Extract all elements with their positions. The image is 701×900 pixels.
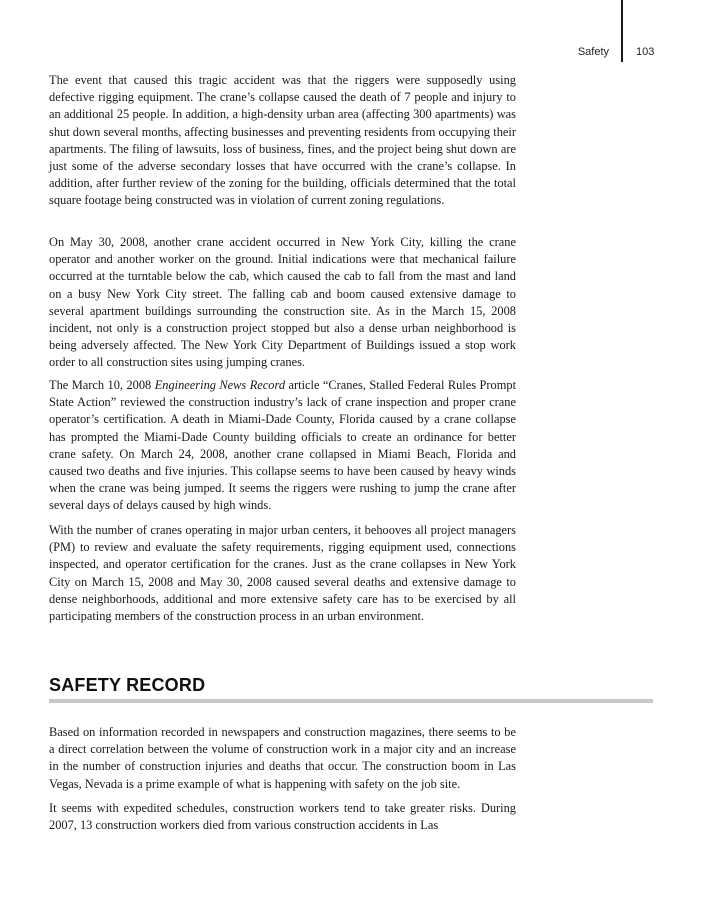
running-head: Safety	[577, 46, 609, 58]
paragraph-enr-intro: The March 10, 2008	[49, 378, 155, 392]
paragraph-safety-correlation: Based on information recorded in newspapers and construction magazines, there seems to be a direct correlation between the volume of construction work in a major city and an increase in the number of construction injuries and deaths that occur. The construction boom in Las Vegas, Nevada is a prime example of what is happening with safety on the job site.	[49, 725, 516, 791]
header-divider	[621, 0, 623, 62]
paragraph-expedited-schedules: It seems with expedited schedules, construction workers tend to take greater risks. During 2007, 13 construction workers died from various construction accidents in Las	[49, 801, 516, 833]
page-number: 103	[636, 46, 655, 58]
paragraph-enr-rest: article “Cranes, Stalled Federal Rules Prompt State Action” reviewed the construction industry’s lack of crane inspection and proper crane operator’s certification. A death in Miami-Dade County, Florida caused by a crane collapse has prompted the Miami-Dade County building officials to create an ordinance for better crane safety. On March 24, 2008, another crane collapsed in Miami Beach, Florida and caused two deaths and five injuries. This collapse seems to have been caused by heavy winds when the crane was being jumped. It seems the riggers were rushing to jump the crane after several days of delays caused by high winds.	[49, 378, 517, 513]
paragraph-may-30-accident: On May 30, 2008, another crane accident occurred in New York City, killing the crane operator and another worker on the ground. Initial indications were that mechanical failure occurred at the turntable below the cab, which caused the cab to fall from the mast and land on a busy New York City street. The falling cab and boom caused extensive damage to several apartment buildings surrounding the construction site. As in the March 15, 2008 incident, not only is a construction project stopped but also a dense urban neighborhood is being adversely affected. The New York City Department of Buildings issued a stop work order to all construction sites using jumping cranes.	[49, 235, 516, 370]
paragraph-crane-collapse-consequences: The event that caused this tragic accident was that the riggers were supposedly using defective rigging equipment. The crane’s collapse caused the death of 7 people and injury to an additional 25 people. In addition, a high-density urban area (affecting 300 apartments) was shut down several months, affecting businesses and preventing residents from occupying their apartments. The filing of lawsuits, loss of business, fines, and the project being shut down are just some of the adverse secondary losses that have occurred with the crane’s collapse. In addition, after further review of the zoning for the building, officials determined that the total square footage being constructed was in violation of current zoning regulations.	[49, 73, 516, 208]
paragraph-enr-article	[49, 377, 516, 515]
paragraph-pm-recommendations: With the number of cranes operating in major urban centers, it behooves all project managers (PM) to review and evaluate the safety requirements, rigging equipment used, connections inspected, and operator certification for the cranes. Just as the crane collapses in New York City on March 15, 2008 and May 30, 2008 caused several deaths and extensive damage to dense neighborhoods, additional and more extensive safety care has to be exercised by all participating members of the construction process in an urban environment.	[49, 523, 516, 624]
section-heading-safety-record: SAFETY RECORD	[49, 675, 206, 695]
section-divider	[49, 699, 653, 703]
publication-title: Engineering News Record	[154, 378, 286, 392]
